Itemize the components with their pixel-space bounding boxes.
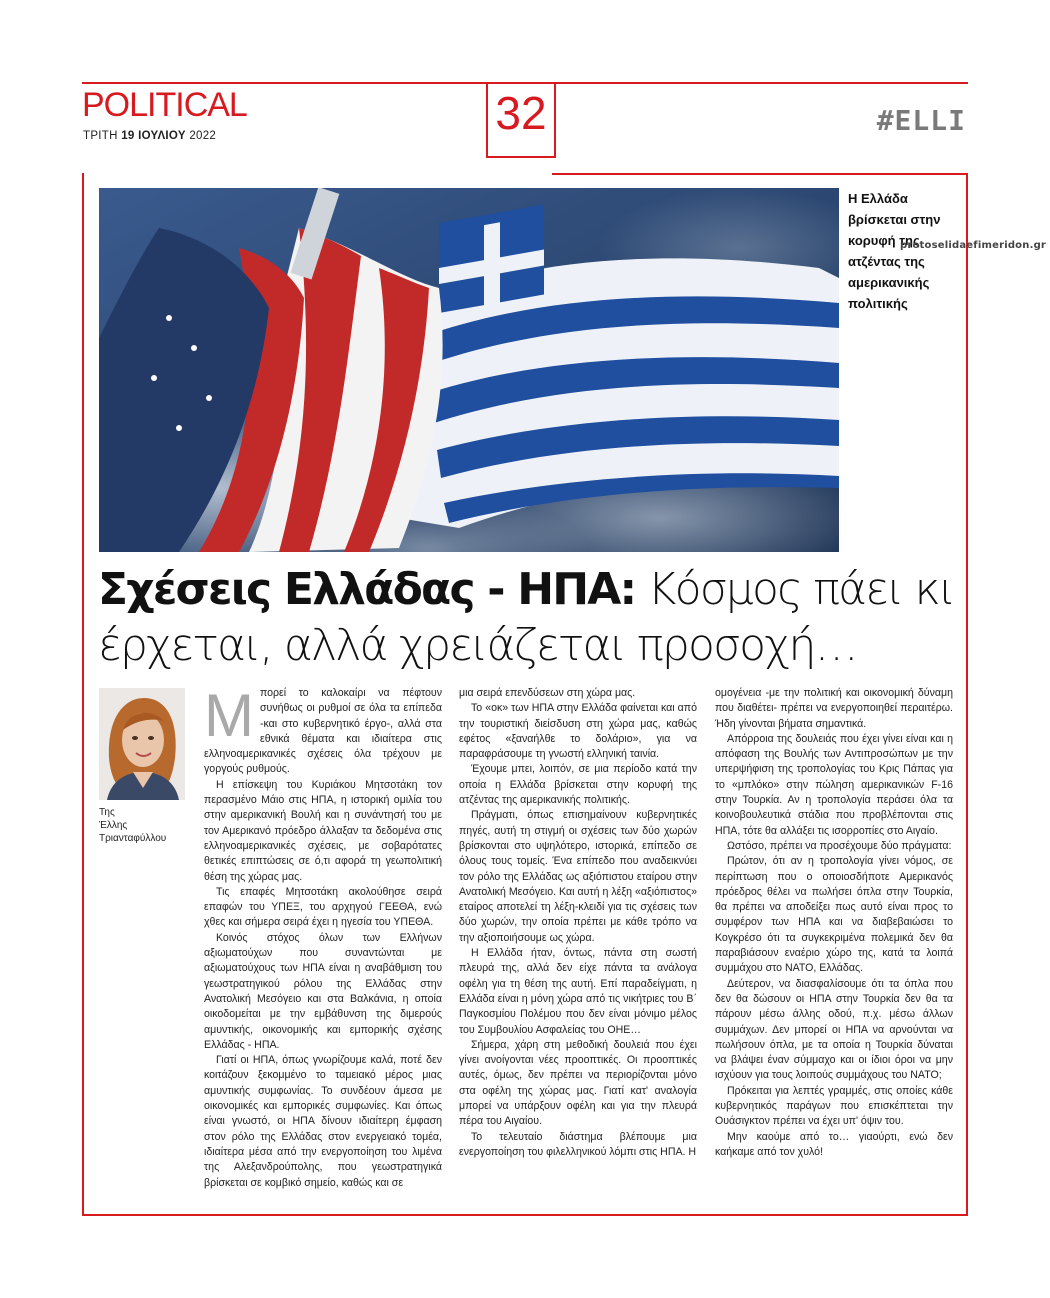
article-paragraph: Σήμερα, χάρη στη μεθοδική δουλειά που έχει γίνει ανοίγονται νέες προοπτικές. Οι προοπτικές αυτές, όμως, δεν πρέπει να περιορίζονται μόνο στα οφέλη της χώρας μας. Γιατί κατ' αναλογία μπορεί να υπάρξουν οφέλη και για την πλευρά πέρα του Αιγαίου. xyxy=(459,1038,697,1128)
frame-right-rule xyxy=(966,173,968,1216)
frame-top-rule xyxy=(552,173,968,175)
article-paragraph: μια σειρά επενδύσεων στη χώρα μας. xyxy=(459,687,636,699)
author-byline xyxy=(99,806,189,845)
article-paragraph: Ωστόσο, πρέπει να προσέχουμε δύο πράγματα: xyxy=(727,839,952,852)
article-paragraph: Πράγματι, όπως επισημαίνουν κυβερνητικές πηγές, αυτή τη στιγμή οι σχέσεις των δύο χωρών βρίσκονται στο υψηλότερο, ιστορικά, επίπεδο σε όλους τους τομείς. Ένα επίπεδο που αναδεικνύει τον ρόλο της Ελλάδας ως αξιόπιστου εταίρου στην Ανατολική Μεσόγειο. Και αυτή η λέξη «αξιόπιστος» εταίρος αποτελεί τη λέξη-κλειδί για τις σχέσεις των δύο χωρών, την οποία πρέπει με κάθε τρόπο να την αξιοποιήσουμε ως χώρα. xyxy=(459,809,697,944)
headline-bold: Σχέσεις Ελλάδας - ΗΠΑ: xyxy=(98,564,636,615)
article-paragraph: Μην καούμε από το… γιαούρτι, ενώ δεν καήκαμε από τον χυλό! xyxy=(715,1130,953,1158)
frame-left-rule xyxy=(82,173,84,1216)
photo-caption: Η Ελλάδα βρίσκεται στην κορυφή της ατζέντας της αμερικανικής πολιτικής xyxy=(848,191,941,311)
article-paragraph: Η Ελλάδα ήταν, όντως, πάντα στη σωστή πλευρά της, αλλά δεν είχε πάντα τα ανάλογα οφέλη για τη θέση της αυτή. Επί παραδείγματι, η Ελλάδα είναι η μόνη χώρα από τις νικήτριες του Β΄ Παγκοσμίου Πολέμου που δεν είναι μόνιμο μέλος του Συμβουλίου Ασφαλείας του ΟΗΕ… xyxy=(459,947,697,1036)
article-paragraph: ομογένεια -με την πολιτική και οικονομική δύναμη που διαθέτει- πρέπει να ενεργοποιηθεί περαιτέρω. Ήδη γίνονται βήματα σημαντικά. xyxy=(715,687,953,730)
article-paragraph: Πρώτον, ότι αν η τροπολογία γίνει νόμος, σε περίπτωση που ο οποιοσδήποτε Αμερικανός πρόεδρος θέλει να πωλήσει όπλα στην Τουρκία, θα πρέπει να αποδείξει πως αυτό είναι προς το συμφέρον των ΗΠΑ και να διαβεβαιώσει το Κογκρέσο ότι τα συγκεκριμένα πολεμικά δεν θα παραβιάσουν εναέριο χώρο της, κατά τα λοιπά συμμάχου στο ΝΑΤΟ, Ελλάδας. xyxy=(715,855,953,975)
author-prefix: Της xyxy=(99,807,115,818)
article-paragraph: Το τελευταίο διάστημα βλέπουμε μια ενεργοποίηση του φιλελληνικού λόμπι στις ΗΠΑ. Η xyxy=(459,1130,697,1158)
author-last-name: Τριανταφύλλου xyxy=(99,833,167,844)
article-column-2 xyxy=(459,686,697,1160)
author-photo xyxy=(99,688,185,800)
article-paragraph: Δεύτερον, να διασφαλίσουμε ότι τα όπλα που δεν θα δώσουν οι ΗΠΑ στην Τουρκία δεν θα τα πάρουν μέσω άλλης οδού, π.χ. μέσω άλλων συμμάχων. Δεν μπορεί οι ΗΠΑ να αρνούνται να πωλήσουν όπλα, με τα οποία η Τουρκία δύναται να βλάψει έναν σύμμαχο και οι ίδιοι όροι να μην ισχύουν για τους λοιπούς συμμάχους του ΝΑΤΟ; xyxy=(715,977,953,1082)
frame-bottom-rule xyxy=(82,1214,968,1216)
article-paragraph: Πρόκειται για λεπτές γραμμές, στις οποίες κάθε κυβερνητικός παράγων που επισκέπτεται την Ουάσιγκτον πρέπει να έχει υπ' όψιν του. xyxy=(715,1084,953,1128)
date-year: 2022 xyxy=(189,130,217,142)
drop-cap: Μ xyxy=(204,682,254,749)
issue-date xyxy=(83,130,216,142)
headline-light: Κόσμος πάει κι έρχεται, αλλά χρειάζεται προσοχή… xyxy=(98,564,955,671)
newspaper-tag: #ELLI xyxy=(876,104,966,137)
date-day-month: 19 ΙΟΥΛΙΟΥ xyxy=(121,130,186,142)
flags-photo xyxy=(99,188,839,552)
article-paragraph: Η επίσκεψη του Κυριάκου Μητσοτάκη τον περασμένο Μάιο στις ΗΠΑ, η ιστορική ομιλία του στην αμερικανική Βουλή και η συνάντησή του με τον Αμερικανό πρόεδρο άλλαξαν τα δεδομένα στις ελληνοαμερικανικές σχέσεις, με σοβαρότατες θετικές επιπτώσεις σε ό,τι αφορά τη γεωπολιτική θέση της χώρας μας. xyxy=(204,778,442,883)
article-paragraph: Το «οκ» των ΗΠΑ στην Ελλάδα φαίνεται και από την τουριστική διείσδυση στη χώρα μας, καθώς εφέτος «ξαναήλθε το δολάριο», για να παραφράσουμε τη γνωστή ελληνική ταινία. xyxy=(459,702,697,761)
article-column-3 xyxy=(715,686,953,1160)
article-paragraph: Τις επαφές Μητσοτάκη ακολούθησε σειρά επαφών του ΥΠΕΞ, του αρχηγού ΓΕΕΘΑ, ενώ χθες και σήμερα σειρά έχει η ηγεσία του ΥΠΕΘΑ. xyxy=(204,885,442,929)
section-title: POLITICAL xyxy=(82,86,247,124)
date-weekday: ΤΡΙΤΗ xyxy=(83,130,118,142)
watermark: protoselidaefimeridon.gr xyxy=(900,240,1047,251)
article-paragraph: Γιατί οι ΗΠΑ, όπως γνωρίζουμε καλά, ποτέ δεν κοιτάζουν ξεκομμένο το ταμειακό μέρος μιας αμυντικής συμφωνίας. Το συνδέουν άμεσα με οικονομικές και εμπορικές συμφωνίες. Και όπως είναι γνωστό, οι ΗΠΑ δίνουν ιδιαίτερη έμφαση στον ρόλο της Ελλάδας στον ενεργειακό τομέα, ιδιαίτερα μέσα από την ενεργοποίηση του λιμένα της Αλεξανδρούπολης, που γεωστρατηγικά βρίσκεται σε κομβικό σημείο, καθώς και σε xyxy=(204,1054,442,1189)
article-paragraph: Μπορεί το καλοκαίρι να πέφτουν συνήθως οι ρυθμοί σε όλα τα επίπεδα -και στο κυβερνητικό έργο-, αλλά στα εθνικά θέματα και ιδιαίτερα στις ελληνοαμερικανικές σχέσεις όλα τρέχουν με γοργούς ρυθμούς. xyxy=(204,682,442,776)
article-paragraph: Κοινός στόχος όλων των Ελλήνων αξιωματούχων που συναντώνται με αξιωματούχους των ΗΠΑ είναι η αναβάθμιση του γεωστρατηγικού ρόλου της Ελλάδας στην Ανατολική Μεσόγειο και στα Βαλκάνια, η οποία οικοδομείται με την εμβάθυνση της διμερούς αμυντικής, οικονομικής και εμπορικής σχέσης Ελλάδας - ΗΠΑ. xyxy=(204,931,442,1051)
page-number-box xyxy=(486,84,556,158)
article-paragraph: Έχουμε μπει, λοιπόν, σε μια περίοδο κατά την οποία η Ελλάδα βρίσκεται στην κορυφή της ατζέντας της αμερικανικής πολιτικής. xyxy=(459,763,697,807)
article-column-1 xyxy=(204,682,442,1191)
author-first-name: Έλλης xyxy=(99,820,128,831)
article-headline xyxy=(98,562,958,674)
article-paragraph: Απόρροια της δουλειάς που έχει γίνει είναι και η απόφαση της Βουλής των Αντιπροσώπων με την υπερψήφιση της τροπολογίας του Κρις Πάπας για το «μπλόκο» στην πώληση αμερικανικών F-16 στην Τουρκία. Αν η τροπολογία περάσει όλα τα κοινοβουλευτικά στάδια που προβλέπονται στις ΗΠΑ, τότε θα αλλάξει τις ισορροπίες στο Αιγαίο. xyxy=(715,732,953,837)
page-number: 32 xyxy=(495,87,547,139)
